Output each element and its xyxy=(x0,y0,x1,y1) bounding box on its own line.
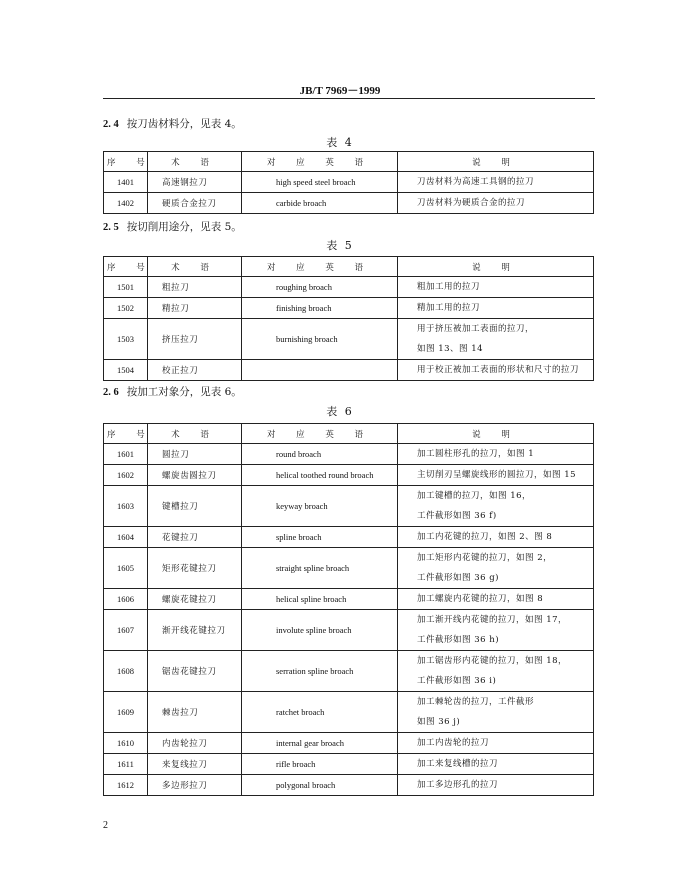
table-row xyxy=(104,754,594,775)
section-number: 2. 6 xyxy=(103,387,119,398)
term-name: 精拉刀 xyxy=(148,298,242,319)
term-english: spline broach xyxy=(242,527,398,548)
term-name: 多边形拉刀 xyxy=(148,775,242,796)
description-line: 如图 36 j) xyxy=(417,717,461,727)
description-line: 如图 13、图 14 xyxy=(417,344,484,354)
term-name: 锯齿花键拉刀 xyxy=(148,651,242,692)
term-english: involute spline broach xyxy=(242,610,398,651)
description-line: 用于校正被加工表面的形状和尺寸的拉刀 xyxy=(417,365,580,375)
term-number: 1401 xyxy=(104,172,148,193)
description-line: 刀齿材料为高速工具钢的拉刀 xyxy=(417,177,535,187)
table-row xyxy=(104,465,594,486)
section-text: 按加工对象分，见表 6。 xyxy=(126,386,242,398)
column-header-term: 术 语 xyxy=(148,152,242,172)
description-line: 粗加工用的拉刀 xyxy=(417,282,481,292)
description-line: 加工锯齿形内花键的拉刀，如图 18， xyxy=(417,656,568,666)
term-english: carbide broach xyxy=(242,193,398,214)
term-description xyxy=(398,651,594,692)
table-row xyxy=(104,651,594,692)
term-name: 高速钢拉刀 xyxy=(148,172,242,193)
term-description xyxy=(398,298,594,319)
table-row xyxy=(104,527,594,548)
section-heading xyxy=(103,219,242,234)
section-heading xyxy=(103,384,242,399)
term-number: 1610 xyxy=(104,733,148,754)
column-header-english: 对 应 英 语 xyxy=(242,152,398,172)
term-description xyxy=(398,465,594,486)
table-caption: 表 4 xyxy=(326,136,354,149)
term-english: straight spline broach xyxy=(242,548,398,589)
section-text: 按刀齿材料分，见表 4。 xyxy=(126,118,242,130)
term-number: 1608 xyxy=(104,651,148,692)
description-line: 加工来复线槽的拉刀 xyxy=(417,759,499,769)
table-row xyxy=(104,193,594,214)
term-english xyxy=(242,360,398,381)
term-english: burnishing broach xyxy=(242,319,398,360)
term-description xyxy=(398,360,594,381)
table-row xyxy=(104,319,594,360)
description-line: 精加工用的拉刀 xyxy=(417,303,481,313)
term-number: 1607 xyxy=(104,610,148,651)
table-row xyxy=(104,692,594,733)
term-number: 1602 xyxy=(104,465,148,486)
header-row xyxy=(104,424,594,444)
table-row xyxy=(104,277,594,298)
term-english: keyway broach xyxy=(242,486,398,527)
term-name: 校正拉刀 xyxy=(148,360,242,381)
terms-table xyxy=(103,423,594,796)
term-name: 棘齿拉刀 xyxy=(148,692,242,733)
column-header-english: 对 应 英 语 xyxy=(242,424,398,444)
term-description xyxy=(398,733,594,754)
terms-table xyxy=(103,256,594,381)
term-name: 圆拉刀 xyxy=(148,444,242,465)
column-header-description: 说 明 xyxy=(398,424,594,444)
term-description xyxy=(398,277,594,298)
description-line: 加工渐开线内花键的拉刀，如图 17， xyxy=(417,615,568,625)
table-row xyxy=(104,172,594,193)
term-description xyxy=(398,775,594,796)
table-caption: 表 5 xyxy=(326,239,354,252)
term-number: 1609 xyxy=(104,692,148,733)
column-header-number: 序 号 xyxy=(104,424,148,444)
table-caption: 表 6 xyxy=(326,405,354,418)
term-english: polygonal broach xyxy=(242,775,398,796)
term-english: internal gear broach xyxy=(242,733,398,754)
column-header-number: 序 号 xyxy=(104,152,148,172)
description-line: 加工内齿轮的拉刀 xyxy=(417,738,490,748)
section-text: 按切削用途分，见表 5。 xyxy=(126,221,242,233)
term-description xyxy=(398,319,594,360)
term-description xyxy=(398,172,594,193)
section-heading xyxy=(103,116,242,131)
column-header-term: 术 语 xyxy=(148,424,242,444)
header-row xyxy=(104,152,594,172)
term-name: 螺旋花键拉刀 xyxy=(148,589,242,610)
term-description xyxy=(398,610,594,651)
term-name: 粗拉刀 xyxy=(148,277,242,298)
description-line: 加工矩形内花键的拉刀，如图 2， xyxy=(417,553,553,563)
term-number: 1504 xyxy=(104,360,148,381)
term-description xyxy=(398,193,594,214)
table-row xyxy=(104,298,594,319)
term-name: 花键拉刀 xyxy=(148,527,242,548)
terms-table xyxy=(103,151,594,214)
term-number: 1502 xyxy=(104,298,148,319)
column-header-description: 说 明 xyxy=(398,152,594,172)
description-line: 加工键槽的拉刀，如图 16， xyxy=(417,491,532,501)
description-line: 刀齿材料为硬质合金的拉刀 xyxy=(417,198,526,208)
term-description xyxy=(398,548,594,589)
term-number: 1503 xyxy=(104,319,148,360)
description-line: 加工内花键的拉刀，如图 2、图 8 xyxy=(417,532,553,542)
term-number: 1612 xyxy=(104,775,148,796)
term-number: 1611 xyxy=(104,754,148,775)
description-line: 加工螺旋内花键的拉刀，如图 8 xyxy=(417,594,544,604)
description-line: 工件截形如图 36 h) xyxy=(417,635,500,645)
term-english: ratchet broach xyxy=(242,692,398,733)
table-row xyxy=(104,444,594,465)
term-english: helical toothed round broach xyxy=(242,465,398,486)
description-line: 工件截形如图 36 g) xyxy=(417,573,499,583)
description-line: 加工多边形孔的拉刀 xyxy=(417,780,499,790)
term-name: 挤压拉刀 xyxy=(148,319,242,360)
column-header-term: 术 语 xyxy=(148,257,242,277)
term-description xyxy=(398,444,594,465)
term-name: 来复线拉刀 xyxy=(148,754,242,775)
section-number: 2. 4 xyxy=(103,119,119,130)
header-row xyxy=(104,257,594,277)
term-english: helical spline broach xyxy=(242,589,398,610)
term-description xyxy=(398,527,594,548)
term-name: 硬质合金拉刀 xyxy=(148,193,242,214)
description-line: 主切削刃呈螺旋线形的圆拉刀，如图 15 xyxy=(417,470,577,480)
standard-code: JB/T 7969－1999 xyxy=(299,85,381,97)
term-english: high speed steel broach xyxy=(242,172,398,193)
term-english: serration spline broach xyxy=(242,651,398,692)
term-description xyxy=(398,754,594,775)
term-description xyxy=(398,486,594,527)
term-english: round broach xyxy=(242,444,398,465)
description-line: 加工圆柱形孔的拉刀，如图 1 xyxy=(417,449,535,459)
term-name: 内齿轮拉刀 xyxy=(148,733,242,754)
table-row xyxy=(104,775,594,796)
table-row xyxy=(104,548,594,589)
description-line: 加工棘轮齿的拉刀，工件截形 xyxy=(417,697,535,707)
table-row xyxy=(104,610,594,651)
table-row xyxy=(104,360,594,381)
term-english: roughing broach xyxy=(242,277,398,298)
description-line: 用于挤压被加工表面的拉刀， xyxy=(417,324,535,334)
description-line: 工件截形如图 36 f) xyxy=(417,511,497,521)
table-row xyxy=(104,733,594,754)
column-header-description: 说 明 xyxy=(398,257,594,277)
term-number: 1604 xyxy=(104,527,148,548)
term-number: 1402 xyxy=(104,193,148,214)
term-number: 1605 xyxy=(104,548,148,589)
term-name: 矩形花键拉刀 xyxy=(148,548,242,589)
term-name: 键槽拉刀 xyxy=(148,486,242,527)
term-number: 1601 xyxy=(104,444,148,465)
header-rule xyxy=(103,98,595,99)
term-description xyxy=(398,589,594,610)
column-header-english: 对 应 英 语 xyxy=(242,257,398,277)
page-number: 2 xyxy=(103,820,108,831)
term-number: 1603 xyxy=(104,486,148,527)
term-english: rifle broach xyxy=(242,754,398,775)
description-line: 工件截形如图 36 i) xyxy=(417,676,497,686)
term-english: finishing broach xyxy=(242,298,398,319)
term-description xyxy=(398,692,594,733)
table-row xyxy=(104,486,594,527)
term-number: 1606 xyxy=(104,589,148,610)
column-header-number: 序 号 xyxy=(104,257,148,277)
term-number: 1501 xyxy=(104,277,148,298)
table-row xyxy=(104,589,594,610)
term-name: 螺旋齿圆拉刀 xyxy=(148,465,242,486)
section-number: 2. 5 xyxy=(103,222,119,233)
term-name: 渐开线花键拉刀 xyxy=(148,610,242,651)
